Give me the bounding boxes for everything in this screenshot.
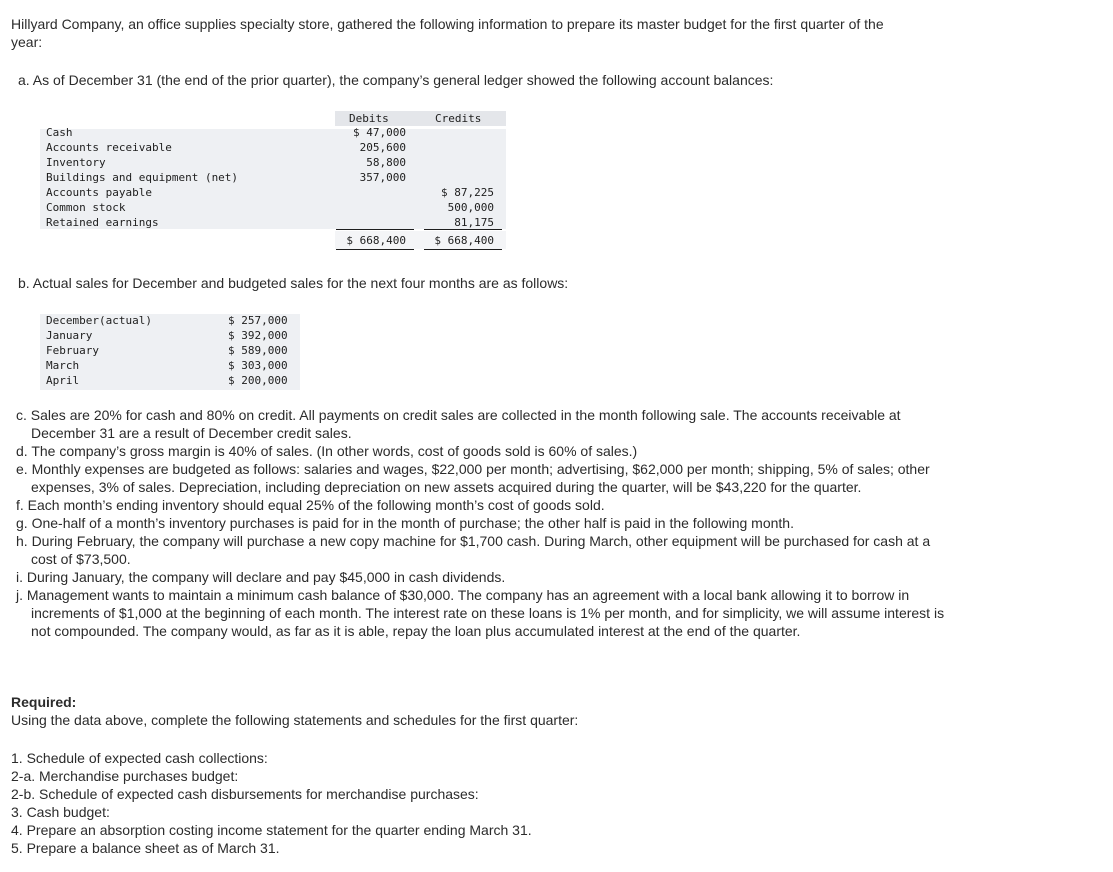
required-heading: Required: (11, 694, 77, 710)
ledger-account: Inventory (46, 156, 106, 169)
sales-amount: $ 392,000 (228, 329, 288, 342)
total-debit: $ 668,400 (346, 234, 406, 247)
sales-amount: $ 303,000 (228, 359, 288, 372)
sales-month: February (46, 344, 99, 357)
list-item: d. The company’s gross margin is 40% of sales. (In other words, cost of goods sold is 60% of sales.) (16, 443, 638, 459)
list-item: i. During January, the company will declare and pay $45,000 in cash dividends. (16, 569, 506, 585)
ledger-debit: $ 47,000 (353, 126, 406, 139)
task-item: 1. Schedule of expected cash collections: (11, 750, 268, 766)
ledger-account: Buildings and equipment (net) (46, 171, 239, 184)
tasks-list (11, 749, 532, 857)
sales-table (40, 314, 300, 390)
sales-month: March (46, 359, 80, 372)
credits-header: Credits (435, 112, 482, 125)
list-item: j. Management wants to maintain a minimum cash balance of $30,000. The company has an agreement with a local bank allowing it to borrow in increments of $1,000 at the beginning of each month. The interest rate on these loans is 1% per month, and for simplicity, we will assume interest is not compounded. The company would, as far as it is able, repay the loan plus accumulated interest at the end of the quarter. (16, 587, 945, 639)
list-item: f. Each month’s ending inventory should equal 25% of the following month’s cost of goods sold. (16, 497, 605, 513)
debits-header: Debits (349, 112, 389, 125)
sales-month: December(actual) (46, 314, 152, 327)
ledger-debit: 205,600 (359, 141, 406, 154)
intro-paragraph: Hillyard Company, an office supplies specialty store, gathered the following information to prepare its master budget for the first quarter of the year: (11, 16, 884, 50)
ledger-credit: 500,000 (447, 201, 494, 214)
sales-month: April (46, 374, 80, 387)
ledger-credit: 81,175 (454, 216, 494, 229)
sales-amount: $ 257,000 (228, 314, 288, 327)
list-item: g. One-half of a month’s inventory purchases is paid for in the month of purchase; the other half is paid in the following month. (16, 515, 794, 531)
task-item: 2-b. Schedule of expected cash disbursements for merchandise purchases: (11, 786, 479, 802)
ledger-account: Accounts payable (46, 186, 152, 199)
sales-amount: $ 200,000 (228, 374, 288, 387)
list-item: c. Sales are 20% for cash and 80% on credit. All payments on credit sales are collected in the month following sale. The accounts receivable at December 31 are a result of December credit sales. (16, 407, 901, 441)
assumptions-list (16, 406, 956, 640)
list-item: e. Monthly expenses are budgeted as follows: salaries and wages, $22,000 per month; advertising, $62,000 per month; shipping, 5% of sales; other expenses, 3% of sales. Depreciation, including depreciation on new assets acquired during the quarter, will be $43,220 for the quarter. (16, 461, 930, 495)
task-item: 2-a. Merchandise purchases budget: (11, 768, 239, 784)
total-credit: $ 668,400 (434, 234, 494, 247)
ledger-account: Cash (46, 126, 73, 139)
ledger-account: Common stock (46, 201, 126, 214)
ledger-table (40, 111, 506, 251)
ledger-account: Accounts receivable (46, 141, 172, 154)
debit-total-rule (336, 229, 414, 230)
ledger-credit: $ 87,225 (441, 186, 494, 199)
ledger-debit: 357,000 (359, 171, 406, 184)
item-b-text: b. Actual sales for December and budgeted sales for the next four months are as follows: (18, 275, 569, 291)
ledger-debit: 58,800 (366, 156, 406, 169)
ledger-account: Retained earnings (46, 216, 159, 229)
debit-double-rule (336, 249, 414, 250)
list-item: h. During February, the company will purchase a new copy machine for $1,700 cash. During March, other equipment will be purchased for cash at a cost of $73,500. (16, 533, 931, 567)
task-item: 5. Prepare a balance sheet as of March 31. (11, 840, 280, 856)
task-item: 3. Cash budget: (11, 804, 110, 820)
item-a-text: a. As of December 31 (the end of the prior quarter), the company’s general ledger showed the following account balances: (18, 72, 774, 88)
required-text: Using the data above, complete the following statements and schedules for the first quarter: (11, 712, 579, 728)
credit-total-rule (424, 229, 502, 230)
sales-month: January (46, 329, 93, 342)
task-item: 4. Prepare an absorption costing income statement for the quarter ending March 31. (11, 822, 532, 838)
sales-amount: $ 589,000 (228, 344, 288, 357)
credit-double-rule (424, 249, 502, 250)
